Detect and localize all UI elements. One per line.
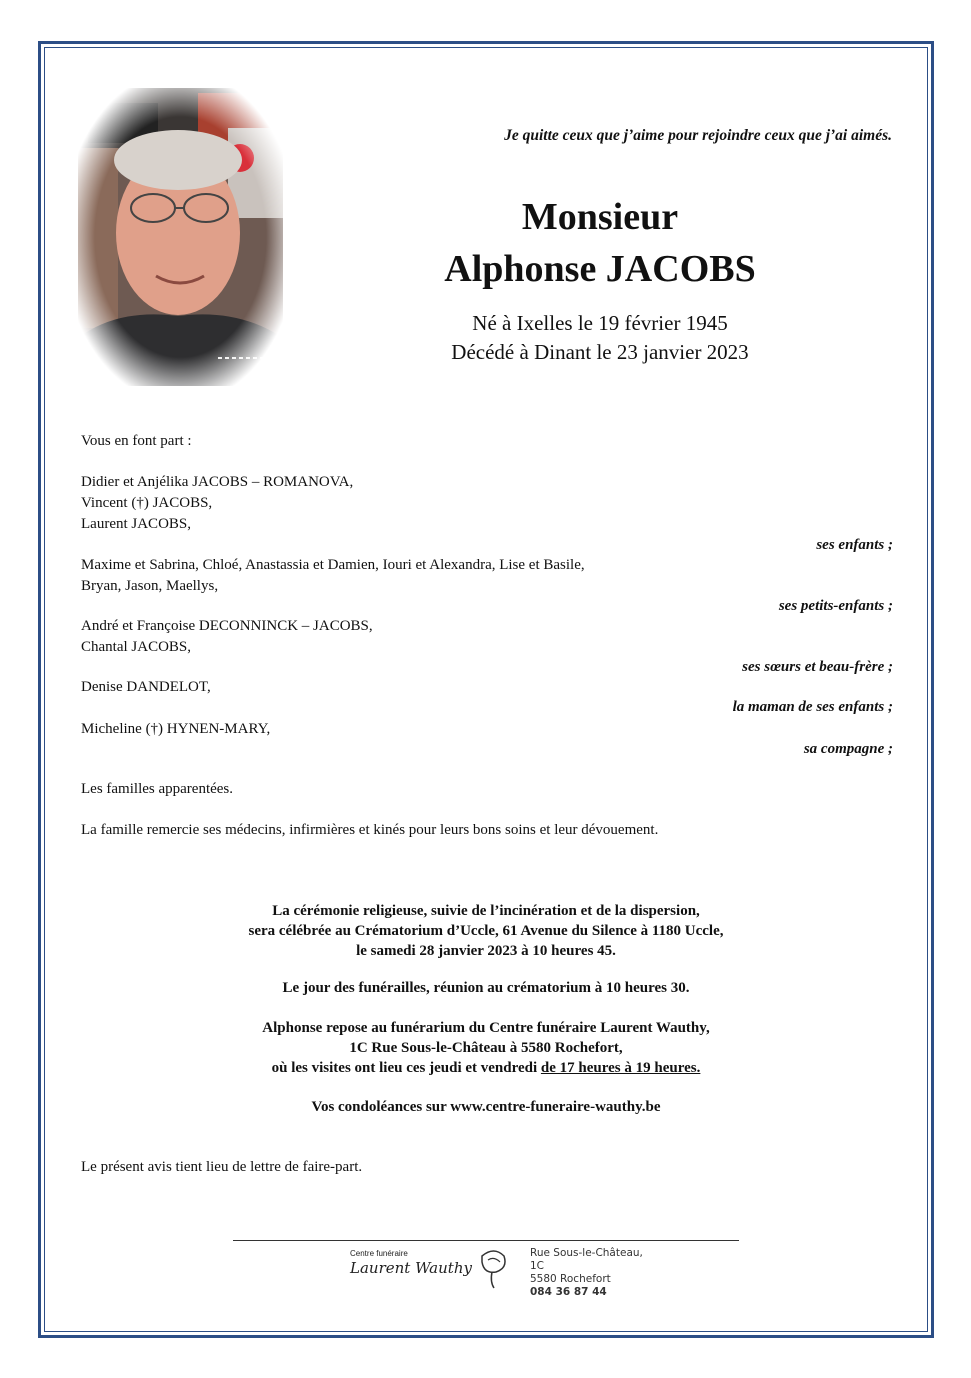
funeral-home-logo	[336, 1246, 656, 1298]
birth-line: Né à Ixelles le 19 février 1945	[472, 311, 728, 335]
honorific-title: Monsieur	[521, 196, 679, 238]
visiting-hours-line: où les visites ont lieu ces jeudi et vendredi de 17 heures à 19 heures.	[271, 1060, 701, 1076]
family-line: Laurent JACOBS,	[81, 516, 191, 532]
notice-text: Le présent avis tient lieu de lettre de faire-part.	[81, 1159, 363, 1175]
footer-address	[530, 1247, 656, 1299]
condolences-paragraph	[150, 1097, 822, 1117]
families-text: Les familles apparentées.	[81, 781, 234, 797]
condolences-link[interactable]: Vos condoléances sur www.centre-funeraire-wauthy.be	[311, 1099, 661, 1115]
gathering-paragraph	[150, 978, 822, 998]
thanks-text: La famille remercie ses médecins, infirmières et kinés pour leurs bons soins et leur dévouement.	[81, 822, 659, 838]
relation-label: ses sœurs et beau-frère ;	[742, 659, 893, 675]
visiting-hours: de 17 heures à 19 heures.	[540, 1060, 701, 1076]
relation-label: ses enfants ;	[816, 537, 893, 553]
address-street: Rue Sous-le-Château, 1C	[530, 1247, 643, 1272]
family-line: Bryan, Jason, Maellys,	[81, 578, 219, 594]
logo-name: Laurent Wauthy	[350, 1259, 472, 1277]
funerarium-line: 1C Rue Sous-le-Château à 5580 Rochefort,	[349, 1040, 623, 1056]
death-line: Décédé à Dinant le 23 janvier 2023	[451, 340, 749, 364]
family-line: Micheline (†) HYNEN-MARY,	[81, 721, 271, 737]
family-line: Didier et Anjélika JACOBS – ROMANOVA,	[81, 474, 354, 490]
address-phone: 084 36 87 44	[530, 1286, 607, 1298]
ceremony-paragraph	[150, 901, 822, 961]
ceremony-line: sera célébrée au Crématorium d’Uccle, 61 Avenue du Silence à 1180 Uccle,	[248, 923, 724, 939]
intro-text: Vous en font part :	[81, 433, 192, 449]
epitaph-quote: Je quitte ceux que j’aime pour rejoindre ceux que j’ai aimés.	[504, 127, 892, 144]
family-line: Vincent (†) JACOBS,	[81, 495, 213, 511]
ceremony-line: La cérémonie religieuse, suivie de l’incinération et de la dispersion,	[272, 903, 700, 919]
family-line: André et Françoise DECONNINCK – JACOBS,	[81, 618, 373, 634]
flower-emblem-icon	[474, 1246, 510, 1290]
portrait-photo	[78, 88, 283, 386]
gathering-line: Le jour des funérailles, réunion au crématorium à 10 heures 30.	[282, 980, 690, 996]
family-line: Denise DANDELOT,	[81, 679, 211, 695]
funerarium-paragraph	[150, 1018, 822, 1078]
logo-subtitle: Centre funéraire	[350, 1249, 408, 1258]
relation-label: sa compagne ;	[803, 741, 893, 757]
family-line: Chantal JACOBS,	[81, 639, 192, 655]
relation-label: la maman de ses enfants ;	[732, 699, 893, 715]
family-line: Maxime et Sabrina, Chloé, Anastassia et Damien, Iouri et Alexandra, Lise et Basile,	[81, 557, 585, 573]
deceased-name: Alphonse JACOBS	[444, 248, 756, 290]
footer-divider	[233, 1240, 739, 1241]
funerarium-line: Alphonse repose au funérarium du Centre funéraire Laurent Wauthy,	[262, 1020, 710, 1036]
relation-label: ses petits-enfants ;	[778, 598, 893, 614]
ceremony-line: le samedi 28 janvier 2023 à 10 heures 45.	[356, 943, 616, 959]
address-city: 5580 Rochefort	[530, 1273, 611, 1285]
